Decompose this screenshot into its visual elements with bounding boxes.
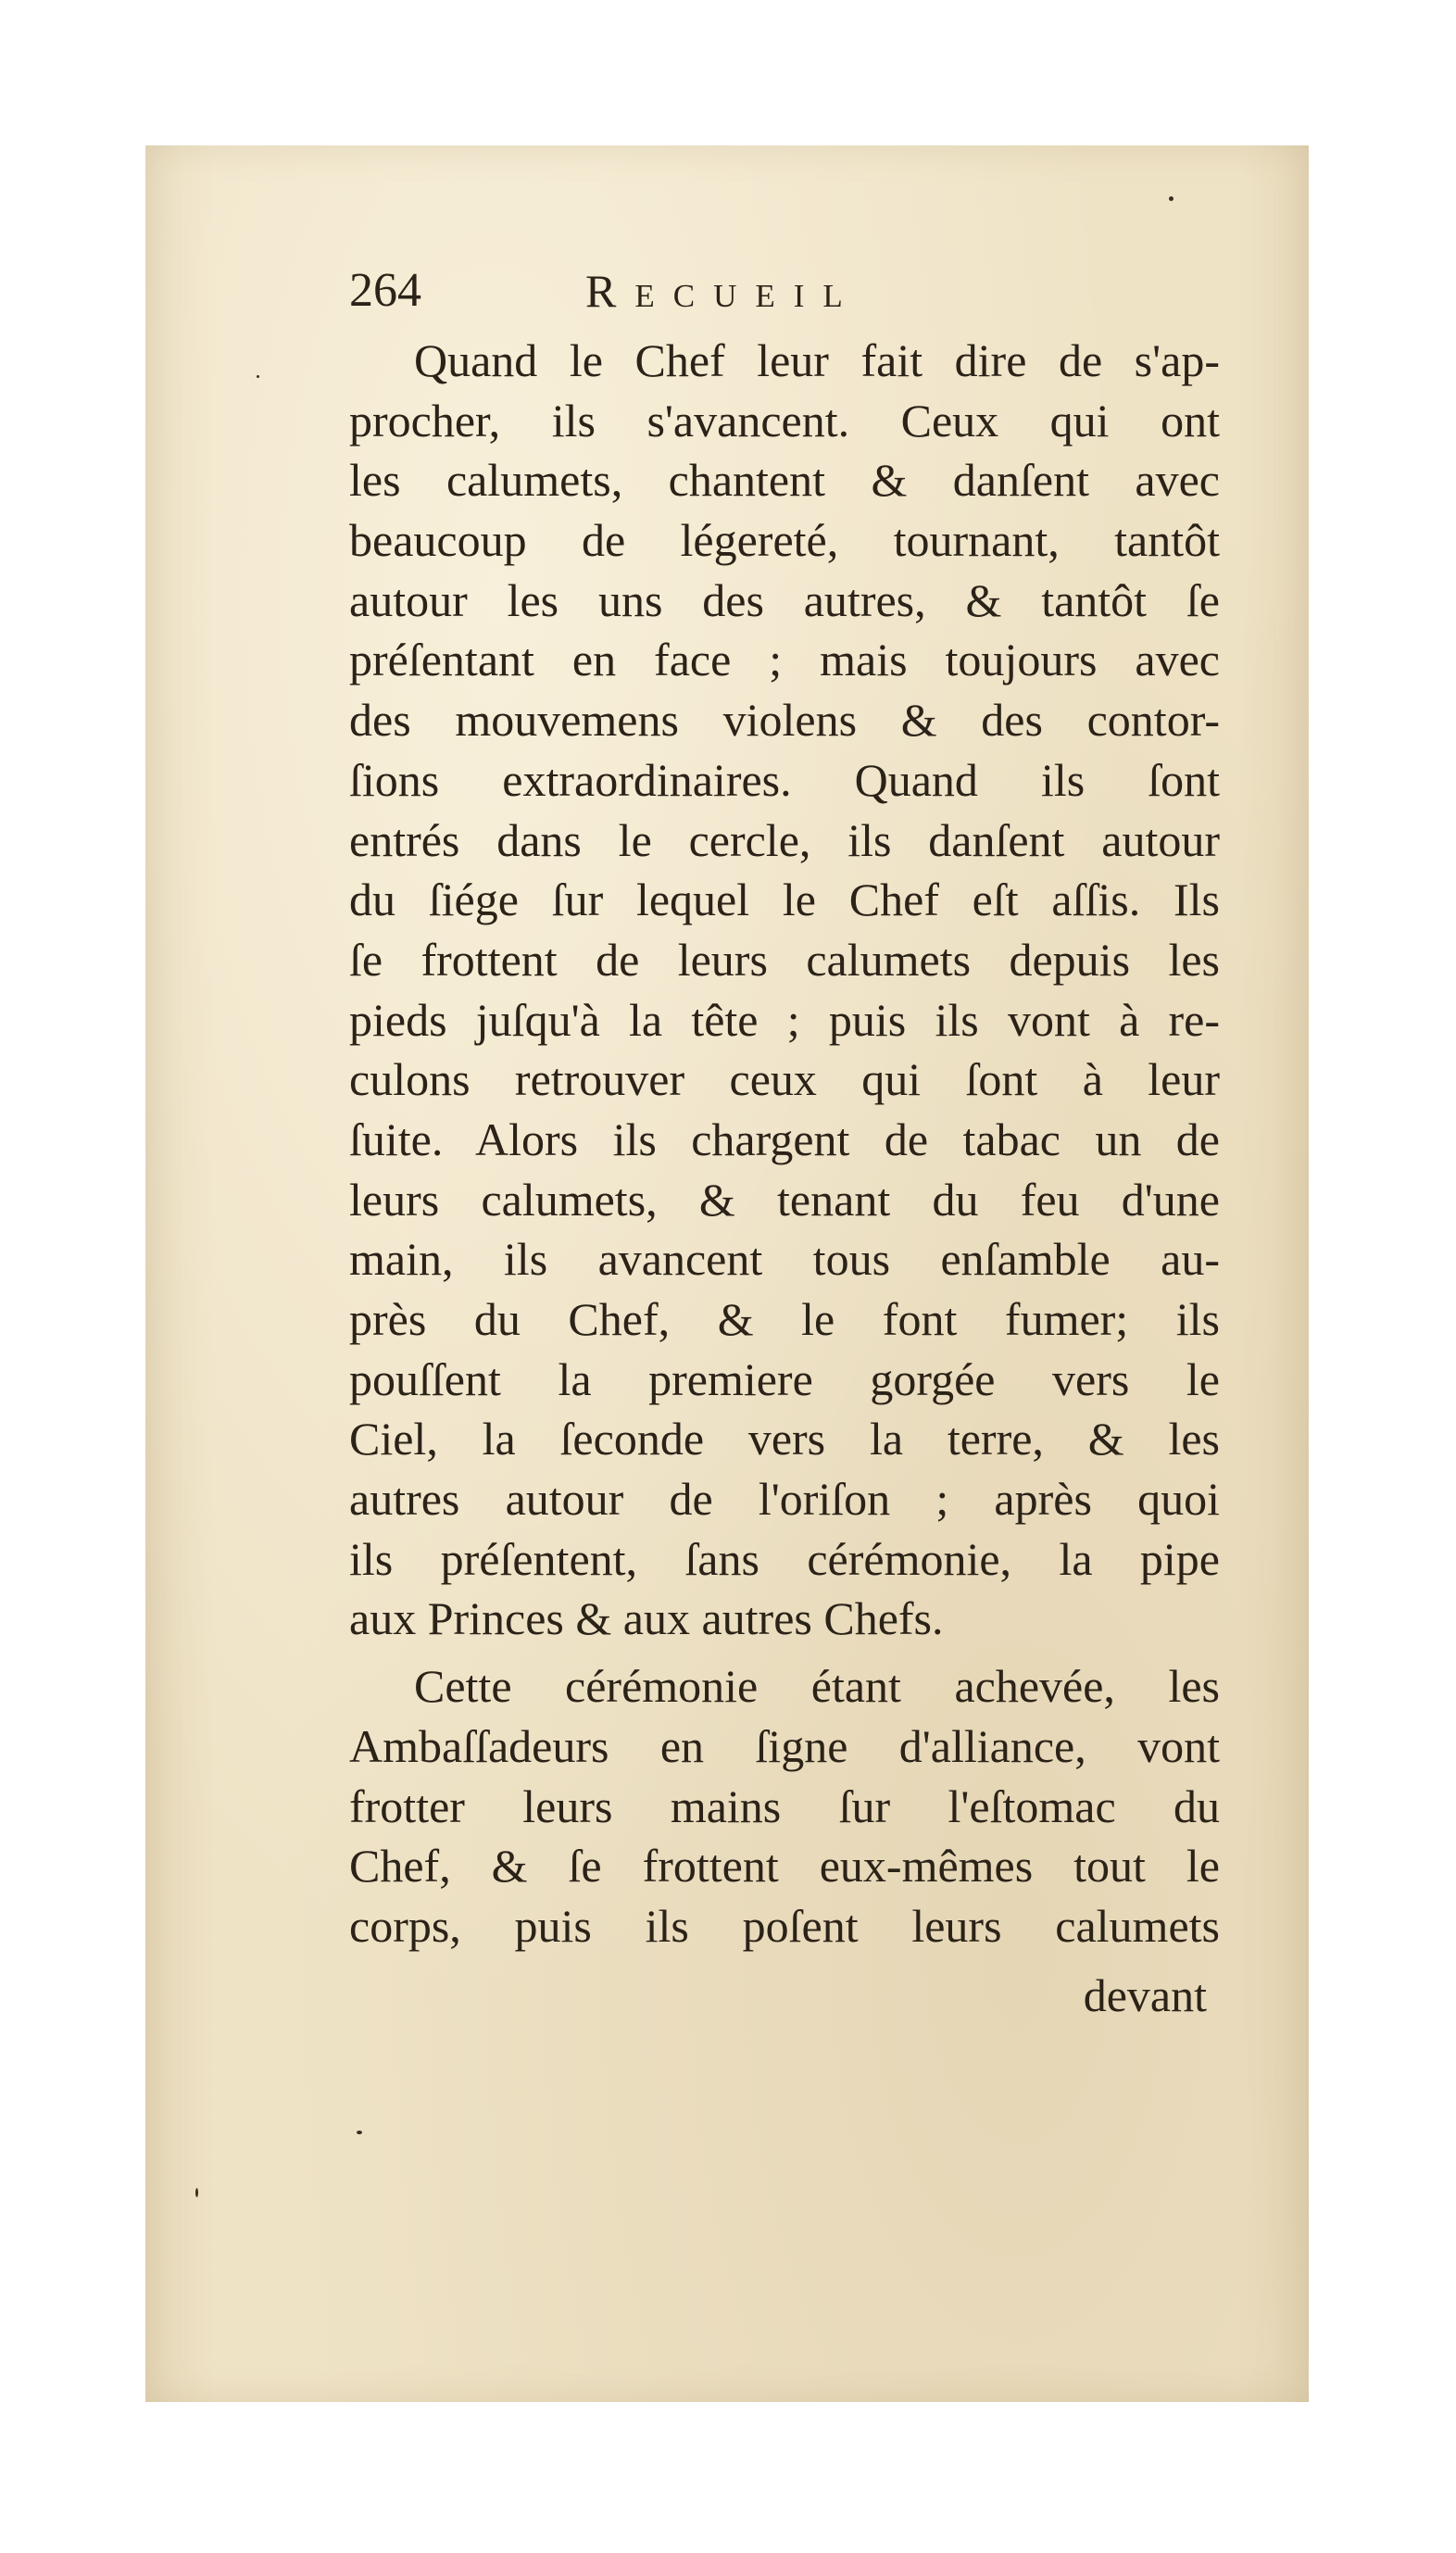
text-line: près du Chef, & le font fumer; ils (349, 1293, 1220, 1345)
ink-speck (257, 375, 259, 378)
text-line: corps, puis ils poſent leurs calumets (349, 1899, 1220, 1952)
text-line: aux Princes & aux autres Chefs. (349, 1592, 944, 1645)
text-line: pouſſent la premiere gorgée vers le (349, 1352, 1220, 1405)
text-line: ils préſentent, ſans cérémonie, la pipe (349, 1532, 1220, 1585)
body-text (349, 331, 1220, 1956)
ink-speck (195, 2188, 198, 2197)
text-line: entrés dans le cercle, ils danſent autour (349, 813, 1220, 866)
text-line: beaucoup de légereté, tournant, tantôt (349, 514, 1220, 567)
text-line: frotter leurs mains ſur l'eſtomac du (349, 1780, 1220, 1832)
text-line: main, ils avancent tous enſamble au- (349, 1233, 1220, 1286)
text-line: pieds juſqu'à la tête ; puis ils vont à re- (349, 993, 1220, 1046)
text-line: autres autour de l'oriſon ; après quoi (349, 1473, 1220, 1526)
catchword: devant (1083, 1969, 1207, 2021)
ink-speck (357, 2131, 362, 2134)
running-head: Recueil (585, 265, 861, 317)
text-line: leurs calumets, & tenant du feu d'une (349, 1173, 1220, 1226)
book-page (145, 145, 1309, 2402)
ink-speck (1169, 196, 1174, 201)
text-line: Chef, & ſe frottent eux-mêmes tout le (349, 1840, 1220, 1893)
text-line: les calumets, chantent & danſent avec (349, 454, 1220, 507)
text-line: du ſiége ſur lequel le Chef eſt aſſis. Ils (349, 874, 1220, 926)
text-line: ſuite. Alors ils chargent de tabac un de (349, 1113, 1220, 1165)
text-line: Ambaſſadeurs en ſigne d'alliance, vont (349, 1719, 1220, 1772)
text-line: Quand le Chef leur fait dire de s'ap- (414, 334, 1220, 386)
paragraph-gap (349, 1649, 1220, 1656)
text-line: Cette cérémonie étant achevée, les (414, 1660, 1220, 1713)
page-header (349, 258, 998, 323)
text-line: préſentant en face ; mais toujours avec (349, 634, 1220, 686)
text-line: culons retrouver ceux qui ſont à leur (349, 1053, 1220, 1106)
text-line: procher, ils s'avancent. Ceux qui ont (349, 394, 1220, 446)
text-line: des mouvemens violens & des contor- (349, 694, 1220, 747)
text-line: ſe frottent de leurs calumets depuis les (349, 933, 1220, 986)
page-number: 264 (349, 264, 421, 317)
paragraph-1 (349, 331, 1220, 1649)
text-line: ſions extraordinaires. Quand ils ſont (349, 753, 1220, 806)
text-line: autour les uns des autres, & tantôt ſe (349, 573, 1220, 626)
text-line: Ciel, la ſeconde vers la terre, & les (349, 1413, 1220, 1465)
paragraph-2 (349, 1656, 1220, 1956)
